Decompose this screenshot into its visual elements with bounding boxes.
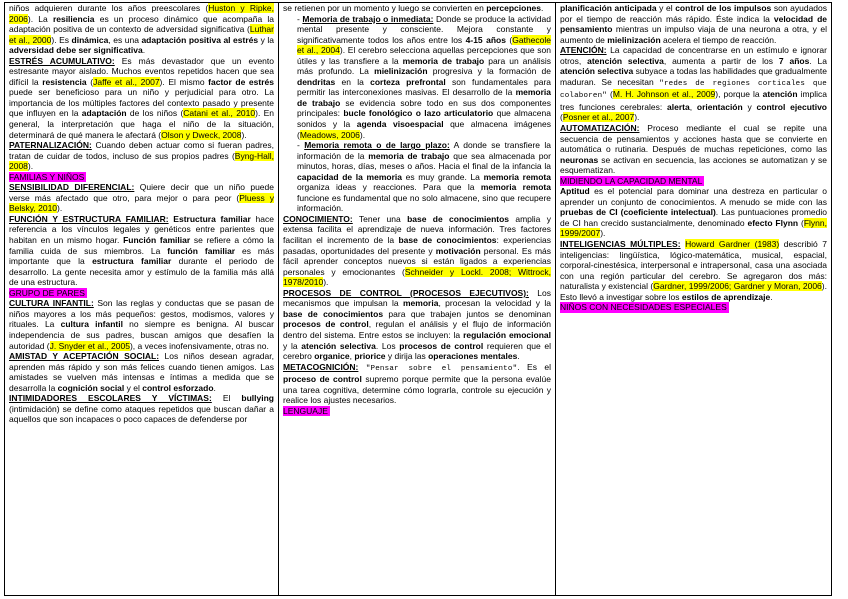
key-term: adaptación positiva al estrés bbox=[141, 34, 259, 45]
text-run: Tener una bbox=[352, 213, 408, 224]
citation: Byng-Hall, 2008 bbox=[9, 150, 274, 172]
key-term: control de los impulsos bbox=[675, 3, 772, 13]
citation: Meadows, 2006 bbox=[299, 129, 360, 140]
key-term: memoria de trabajo bbox=[402, 55, 485, 66]
text-run: y el bbox=[124, 382, 143, 393]
column-1 bbox=[5, 3, 278, 595]
key-term: bullying bbox=[241, 393, 275, 404]
key-term: atención bbox=[762, 89, 798, 100]
text-run: supremo porque permite que la persona evalúe una tarea cognitiva, determine cómo lograrla, controle su ejecución y realice los ajustes necesarios. bbox=[283, 374, 551, 406]
text-run: es más importante que la bbox=[9, 245, 274, 267]
citation: Huston y Ripke, 2006 bbox=[9, 3, 275, 24]
citation: Schneider y Lockl. 2008; Wittrock, 1978/2010 bbox=[283, 266, 551, 288]
topic-heading: INTIMIDADORES ESCOLARES Y VÍCTIMAS: bbox=[9, 393, 212, 404]
paragraph bbox=[9, 393, 274, 425]
topic-heading: AUTOMATIZACIÓN: bbox=[560, 123, 640, 134]
citation: Luthar et al., 2000 bbox=[9, 24, 274, 45]
text-run: niños adquieren durante los años preescolares ( bbox=[9, 3, 209, 13]
key-term: adversidad debe ser significativa bbox=[9, 45, 143, 56]
key-term: operaciones mentales bbox=[428, 351, 518, 362]
paragraph bbox=[9, 351, 274, 393]
topic-heading: CONOCIMIENTO: bbox=[283, 213, 353, 224]
text-run: y bbox=[742, 101, 757, 112]
text-run: organiza ideas y reacciones. Para que la bbox=[297, 182, 481, 193]
topic-heading: ESTRÉS ACUMULATIVO: bbox=[9, 55, 115, 66]
section-label: FAMILIAS Y NIÑOS bbox=[9, 171, 85, 182]
citation: J. Snyder et al., 2005 bbox=[49, 340, 130, 351]
text-run: y dirija las bbox=[385, 351, 429, 362]
citation: Howard Gardner (1983) bbox=[685, 239, 780, 250]
text-run: ). El mismo bbox=[159, 76, 209, 87]
text-run: El bbox=[211, 393, 242, 404]
key-term: regulación emocional bbox=[463, 329, 551, 340]
key-term: neuronas bbox=[560, 154, 599, 165]
text-run: se activan en secuencia, las acciones se automatizan y se esquematizan. bbox=[560, 154, 827, 176]
text-run: son fundamentales para permitir las interconexiones masivas. El desarrollo de la bbox=[297, 76, 552, 98]
text-run: ), porque la bbox=[715, 89, 763, 100]
section-label: LENGUAJE bbox=[283, 405, 328, 416]
key-term: priorice bbox=[354, 351, 386, 362]
text-run: ). En general, la interpretación que haga el niño de la situación, determinará de qué manera le afectará ( bbox=[9, 108, 274, 140]
key-term: corteza prefrontal bbox=[370, 76, 446, 87]
text-run: ( bbox=[798, 217, 804, 228]
paragraph bbox=[560, 45, 827, 123]
key-term: velocidad de pensamiento bbox=[560, 13, 827, 35]
paragraph bbox=[283, 140, 551, 214]
paragraph bbox=[560, 186, 827, 239]
key-term: estructura familiar bbox=[92, 256, 172, 267]
text-run: , aumenta a partir de los bbox=[663, 55, 779, 66]
text-run: que sea almacenada por minutos, horas, días, meses o años. Hacia el final de la infancia la bbox=[297, 150, 551, 172]
text-run: son ayudados por el tiempo de reacción más rápido. Éste indica la bbox=[560, 3, 827, 24]
section-heading bbox=[560, 302, 827, 313]
column-2 bbox=[278, 3, 555, 595]
text-run: ( bbox=[86, 76, 94, 87]
text-run: hace referencia a los vínculos legales y genéticos entre parientes que habitan en un mismo hogar. bbox=[9, 213, 274, 246]
text-run: Proceso mediante el cual se repite una secuencia de pensamientos y acciones hasta que se convierte en automática o rutinaria. Después de muchas repeticiones, como las bbox=[560, 123, 827, 155]
key-term: base de conocimientos bbox=[407, 213, 510, 224]
section-label: NIÑOS CON NECESIDADES ESPECIALES bbox=[560, 302, 727, 313]
citation: Olson y Dweck, 2008 bbox=[161, 129, 242, 140]
key-term: cultura infantil bbox=[60, 319, 123, 330]
text-run: ). Esto llevó a investigar sobre los bbox=[560, 281, 827, 302]
text-run: Cuando deben actuar como si fueran padres, tratan de cuidar de todos, incluso de sus propios padres ( bbox=[9, 140, 274, 161]
text-run: se refiere a cómo la familia cuida de sus miembros. La bbox=[9, 235, 274, 256]
key-term: atención selectiva bbox=[560, 66, 634, 77]
key-term: estilos de aprendizaje bbox=[681, 291, 771, 302]
citation: Flynn, 1999/2007 bbox=[560, 217, 827, 239]
key-term: atención selectiva bbox=[587, 55, 664, 66]
key-term: Estructura familiar bbox=[173, 213, 251, 224]
key-term: procesos de control bbox=[399, 340, 484, 351]
text-run: : experiencias pasadas, oportunidades del presente y bbox=[283, 235, 551, 256]
key-term: bucle fonológico o lazo articulatorio bbox=[343, 108, 494, 119]
topic-heading: SENSIBILIDAD DIFERENCIAL: bbox=[9, 182, 135, 193]
citation: Jaffe et al., 2007 bbox=[93, 76, 160, 87]
paragraph bbox=[560, 3, 827, 45]
text-run: ). bbox=[600, 228, 606, 239]
text-run: en la bbox=[335, 76, 371, 87]
text-run: . bbox=[517, 351, 520, 362]
citation: Posner et al., 2007 bbox=[562, 112, 635, 123]
topic-heading: ATENCIÓN: bbox=[560, 45, 607, 56]
topic-heading: PROCESOS DE CONTROL (PROCESOS EJECUTIVOS): bbox=[283, 287, 529, 298]
text-run: . bbox=[541, 3, 544, 13]
key-term: memoria de trabajo bbox=[368, 150, 450, 161]
paragraph bbox=[9, 298, 274, 351]
text-run: "redes de regiones corticales que colaboren" bbox=[560, 79, 827, 101]
text-run: ). El cerebro selecciona aquellas percepciones que son útiles y las transfiere a la bbox=[297, 45, 552, 66]
text-run: personal. Es más fácil aprender conceptos nuevos si están ligados a experiencias personales y emocionantes ( bbox=[283, 245, 552, 277]
text-run: no siempre es benigna. Al buscar independencia de sus padres, buscan amigos que desafíen la autoridad ( bbox=[9, 319, 274, 351]
key-term: agenda visoespacial bbox=[356, 119, 444, 130]
text-run: durante el periodo de desarrollo. La gente necesita amor y estímulo de la familia más allá de una estructura. bbox=[9, 256, 275, 288]
text-run: . bbox=[213, 382, 216, 393]
citation: Catani et al., 2010 bbox=[183, 108, 256, 119]
topic-heading: AMISTAD Y ACEPTACIÓN SOCIAL: bbox=[9, 351, 160, 362]
text-run: , regulan el análisis y el flujo de información dentro del sistema. Entre estos se incluyen: la bbox=[283, 319, 552, 340]
text-run: ( bbox=[505, 34, 513, 45]
text-run: Son las reglas y conductas que se pasan de niños mayores a los más pequeños: gestos, modismos, valores y rituales. La bbox=[9, 298, 274, 330]
key-term: Aptitud bbox=[560, 186, 590, 197]
key-term: orientación bbox=[696, 101, 743, 112]
paragraph bbox=[560, 123, 827, 176]
text-run: para que trabajen juntos se denominan bbox=[383, 308, 551, 319]
text-run: ), a veces inofensivamente, otras no. bbox=[129, 340, 269, 351]
key-term: resistencia bbox=[42, 76, 87, 87]
key-term: base de conocimientos bbox=[398, 235, 497, 246]
text-run: ( bbox=[607, 89, 613, 100]
text-run: ). bbox=[241, 129, 247, 140]
section-heading bbox=[9, 288, 274, 299]
citation: Gathecole et al., 2004 bbox=[297, 34, 551, 56]
key-term: 4-15 años bbox=[465, 34, 506, 45]
section-label: MIDIENDO LA CAPACIDAD MENTAL bbox=[560, 175, 703, 186]
key-term: función familiar bbox=[167, 245, 236, 256]
text-run: se evidencia sobre todo en sus dos componentes principales: bbox=[297, 97, 551, 119]
paragraph bbox=[283, 14, 551, 141]
text-run: progresiva y la formación de bbox=[427, 66, 552, 77]
key-term: planificación anticipada bbox=[560, 3, 657, 13]
section-heading bbox=[9, 172, 274, 183]
text-run: - bbox=[297, 13, 303, 24]
key-term: motivación bbox=[435, 245, 481, 256]
topic-heading: FUNCIÓN Y ESTRUCTURA FAMILIAR: bbox=[9, 213, 169, 224]
text-run: implica tres funciones cerebrales: bbox=[560, 89, 827, 112]
key-term: dendritas bbox=[297, 76, 336, 87]
text-run: Los mecanismos que impulsan la bbox=[283, 287, 551, 309]
text-run: es el potencial para dominar una destreza en particular o aprender un conjunto de conocimientos. A menudo se mide con las bbox=[560, 186, 827, 207]
text-run: , es una bbox=[108, 34, 142, 45]
text-run: . La bbox=[809, 55, 827, 66]
paragraph bbox=[560, 239, 827, 302]
text-run: . Es el bbox=[517, 361, 551, 372]
paragraph bbox=[9, 214, 274, 288]
text-run: ). Es bbox=[51, 34, 72, 45]
text-run: y la bbox=[258, 34, 275, 45]
key-term: base de conocimientos bbox=[283, 308, 384, 319]
text-run: Es más devastador que un evento estresante mayor aislado. Muchos eventos repetidos hacen que sea difícil la bbox=[9, 55, 274, 87]
paragraph bbox=[283, 214, 551, 288]
topic-heading: Memoria remota o de largo plazo: bbox=[304, 140, 450, 151]
section-heading bbox=[560, 176, 827, 187]
paragraph bbox=[9, 56, 274, 140]
text-run: describió 7 inteligencias: lingüística, lógico-matemática, musical, espacial, corporal-cinestésica, interpersonal e intrapersonal, casa una asociada con una región particular del cerebro. Se agregaron dos más: naturalista y existencial ( bbox=[560, 239, 827, 292]
text-run: requieren que el cerebro bbox=[283, 340, 551, 362]
paragraph bbox=[283, 3, 551, 14]
topic-heading: Memoria de trabajo o inmediata: bbox=[302, 13, 434, 24]
text-run: La capacidad de concentrarse en un estímulo e ignorar otros, bbox=[560, 45, 827, 66]
text-run: , procesan la velocidad y la bbox=[438, 298, 551, 309]
text-run: ). bbox=[634, 112, 640, 123]
text-run: ). bbox=[323, 277, 329, 288]
text-run: funcione es fundamental que no solo almacene, sino que recupere información. bbox=[297, 192, 551, 214]
key-term: organice bbox=[314, 351, 350, 362]
text-run: . bbox=[770, 291, 773, 302]
section-heading bbox=[283, 406, 551, 417]
key-term: control esforzado bbox=[142, 382, 214, 393]
text-run: puede ser beneficioso para un niño y perjudicial para otro. La importancia de los múltiples factores del contexto pasado y presente que influyen en la bbox=[9, 87, 274, 119]
key-term: proceso de control bbox=[283, 374, 362, 385]
text-run: se retienen por un momento y luego se convierten en bbox=[283, 3, 487, 13]
text-run: "Pensar sobre el pensamiento" bbox=[365, 364, 518, 373]
text-run: que almacena imágenes ( bbox=[297, 119, 552, 140]
text-run: Los niños desean agradar, aprenden más rápido y son más felices cuando tienen amigos. Las amistades se vuelven más intensas e íntimas a medida que se desarrolla la bbox=[9, 351, 274, 393]
topic-heading: CULTURA INFANTIL: bbox=[9, 298, 94, 309]
text-run: es un proceso dinámico que acompaña la adaptación positiva de un contexto de adversidad significativa ( bbox=[9, 13, 274, 35]
text-run: mientras un impulso viaja de una neurona a otra, y el aumento de bbox=[560, 24, 827, 45]
topic-heading: METACOGNICIÓN: bbox=[283, 361, 359, 372]
column-3 bbox=[555, 3, 831, 595]
text-run: , bbox=[689, 101, 697, 112]
key-term: control ejecutivo bbox=[756, 101, 827, 112]
text-run: ( bbox=[560, 112, 563, 123]
text-run: ). bbox=[359, 129, 366, 140]
key-term: dinámica bbox=[71, 34, 109, 45]
text-run bbox=[358, 362, 365, 372]
text-run: . Las puntuaciones promedio de CI han crecido sustancialmente, denominado bbox=[560, 207, 827, 228]
paragraph bbox=[283, 362, 551, 406]
text-run: acelera el tiempo de reacción. bbox=[660, 34, 777, 45]
text-run: ). bbox=[57, 203, 63, 214]
text-run: , bbox=[349, 351, 355, 362]
citation: Pluess y Belsky, 2010 bbox=[9, 192, 275, 214]
key-term: mielinización bbox=[374, 66, 428, 77]
text-run: - bbox=[297, 140, 305, 151]
key-term: factor de estrés bbox=[208, 76, 274, 87]
key-term: memoria remota bbox=[480, 182, 551, 193]
key-term: mielinización bbox=[607, 34, 661, 45]
text-run: de los niños ( bbox=[126, 108, 184, 119]
paragraph bbox=[9, 3, 274, 56]
key-term: resiliencia bbox=[52, 13, 95, 24]
key-term: memoria bbox=[403, 298, 439, 309]
text-run: Quiere decir que un niño puede verse más afectado que otro, para mejor o para peor ( bbox=[9, 182, 274, 203]
key-term: procesos de control bbox=[283, 319, 369, 330]
text-run: A donde se transfiere la información de la bbox=[297, 140, 551, 161]
key-term: Función familiar bbox=[123, 235, 191, 246]
citation: M. H. Johnson et al., 2009 bbox=[612, 89, 716, 100]
paragraph bbox=[9, 182, 274, 214]
text-run: Donde se produce la actividad mental presente y consciente. Mejora constante y significativamente todos los años entre los bbox=[297, 13, 551, 45]
section-label: GRUPO DE PARES bbox=[9, 287, 85, 298]
three-column-frame bbox=[4, 2, 832, 596]
key-term: adaptación bbox=[81, 108, 127, 119]
text-run: (intimidación) se define como ataques repetidos que buscan dañar a aquellos que son incapaces o poco capaces de defenderse por bbox=[9, 403, 274, 425]
key-term: cognición social bbox=[57, 382, 125, 393]
text-run: subyace a todas las habilidades que gradualmente maduran. Se necesitan bbox=[560, 66, 827, 87]
text-run: para un análisis más profundo. La bbox=[297, 55, 551, 77]
key-term: pruebas de CI (coeficiente intelectual) bbox=[560, 207, 716, 218]
text-run: es muy grande. La bbox=[401, 171, 484, 182]
text-run: y la bbox=[283, 340, 302, 351]
key-term: memoria de trabajo bbox=[297, 87, 551, 108]
topic-heading: INTELIGENCIAS MÚLTIPLES: bbox=[560, 239, 681, 250]
key-term: atención selectiva bbox=[301, 340, 376, 351]
text-run: amplia y extensa facilita el aprendizaje de nueva información. Tres factores facilitan el incremento de la bbox=[283, 213, 552, 246]
paragraph bbox=[283, 288, 551, 362]
topic-heading: PATERNALIZACIÓN: bbox=[9, 140, 92, 151]
citation: Gardner, 1999/2006; Gardner y Moran, 2006 bbox=[653, 281, 822, 292]
paragraph bbox=[9, 140, 274, 172]
text-run: y el bbox=[656, 3, 676, 13]
key-term: memoria remota bbox=[483, 171, 551, 182]
key-term: efecto Flynn bbox=[747, 217, 799, 228]
text-run: ). bbox=[27, 161, 34, 172]
text-run: que almacena sonidos y la bbox=[297, 108, 551, 130]
text-run: . bbox=[142, 45, 146, 56]
text-run: ). La bbox=[27, 13, 53, 24]
key-term: capacidad de la memoria bbox=[297, 171, 402, 182]
text-run: . Los bbox=[375, 340, 400, 351]
key-term: percepciones bbox=[486, 3, 541, 13]
key-term: alerta bbox=[667, 101, 690, 112]
key-term: 7 años bbox=[778, 55, 810, 66]
